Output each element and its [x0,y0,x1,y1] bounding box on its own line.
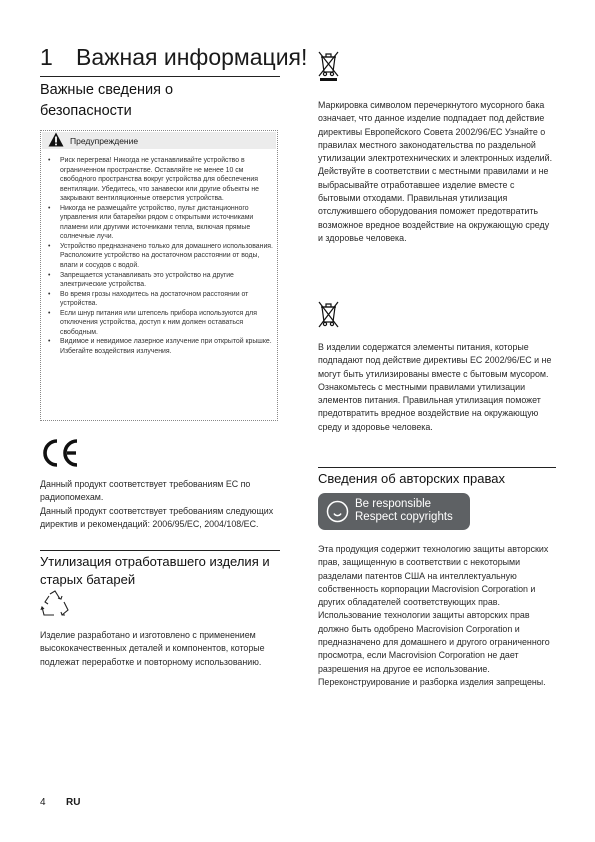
badge-line2: Respect copyrights [355,511,453,523]
warning-item: • Видимое и невидимое лазерное излучение при открытой крышке. Избегайте воздействия излучения. [44,337,276,356]
safety-heading-line1: Важные сведения о [40,82,174,98]
warning-list [44,156,276,356]
recycle-icon [40,590,70,618]
copyright-badge-icon [326,500,349,523]
warning-triangle-icon [48,132,64,147]
disposal-heading-line2: старых батарей [40,572,136,587]
battery-text: В изделии содержатся элементы питания, которые подпадают под действие директивы ЕС 2002/96/ЕС и не могут быть утилизированы вместе с бытовым мусором. Ознакомьтесь с местными правилами утилизации элементов питания. Правильная утилизация поможет предотвратить вредное воздействие на окружающую среду и здоровье человека. [318,342,552,432]
disposal-heading [40,553,280,589]
ce-text-1: Данный продукт соответствует требованиям ЕС по радиопомехам. [40,479,251,503]
warning-item: • Запрещается устанавливать это устройство на другие электрические устройства. [44,271,276,290]
warning-header [42,132,276,149]
title-rule [40,76,280,77]
weee-text: Маркировка символом перечеркнутого мусорного бака означает, что данное изделие подпадает под действие директивы Европейского Совета 2002/96/ЕС Узнайте о правилах местного законодательства по раздельной утилизации электротехнических и электронных изделий. Действуйте в соответствии с местными правилами и не выбрасывайте отработавшее изделие вместе с бытовыми отходами. Правильная утилизация отслужившего оборудования поможет предотвратить возможное вредное воздействие на окружающую среду и здоровье человека. [318,100,553,243]
warning-item: • Если шнур питания или штепсель прибора используются для отключения устройства, доступ к ним должен оставаться свободным. [44,309,276,338]
page-title [40,43,307,71]
copyright-heading: Сведения об авторских правах [318,471,505,486]
copyright-badge [318,493,470,530]
disposal-heading-line1: Утилизация отработавшего изделия и [40,554,270,569]
ce-mark-icon [40,437,82,469]
disposal-text: Изделие разработано и изготовлено с применением высококачественных деталей и компонентов, которые подлежат переработке и повторному использованию. [40,630,265,667]
warning-title: Предупреждение [70,136,139,146]
copyright-text: Эта продукция содержит технологию защиты авторских прав, защищенную в соответствии с некоторыми разделами патентов США на интеллектуальную собственность корпорации Macrovision Corporation и других обладателей соответствующих прав. Использование технологии защиты авторских прав должно быть одобрено Macrovision Corporation и предназначено для домашнего и другого ограниченного просмотра, если Macrovision Corporation не дает разрешения на другое ее использование. Переконструирование и разборка изделия запрещены. [318,544,550,687]
warning-item: • Риск перегрева! Никогда не устанавливайте устройство в ограниченном пространстве. Оставляйте не менее 10 см свободного пространства вокруг устройства для обеспечения вентиляции. Убедитесь, что занавески или другие объекты не закрывают вентиляционные отверстия устройства. [44,156,276,204]
warning-item: • Никогда не размещайте устройство, пульт дистанционного управления или батарейки рядом с открытыми источниками пламени или другими источниками тепла, включая прямые солнечные лучи. [44,204,276,242]
copyright-badge-text [355,498,453,524]
badge-line1: Be responsible [355,498,432,510]
language-code: RU [66,797,81,808]
ce-text-2: Данный продукт соответствует требованиям следующих директив и рекомендаций: 2006/95/ЕС, 2004/108/ЕС. [40,506,274,530]
section-number: 1 [40,44,53,70]
disposal-rule [40,550,280,551]
section-title: Важная информация! [76,44,308,70]
safety-heading-line2: безопасности [40,103,132,119]
copyright-rule [318,467,556,468]
battery-bin-icon [318,300,340,330]
warning-item: • Во время грозы находитесь на достаточном расстоянии от устройства. [44,290,276,309]
warning-item: • Устройство предназначено только для домашнего использования. Расположите устройство на достаточном расстоянии от воды, влаги и сосудов с водой. [44,242,276,271]
crossed-bin-icon [318,50,340,82]
safety-heading [40,80,280,122]
page-number: 4 [40,797,46,808]
